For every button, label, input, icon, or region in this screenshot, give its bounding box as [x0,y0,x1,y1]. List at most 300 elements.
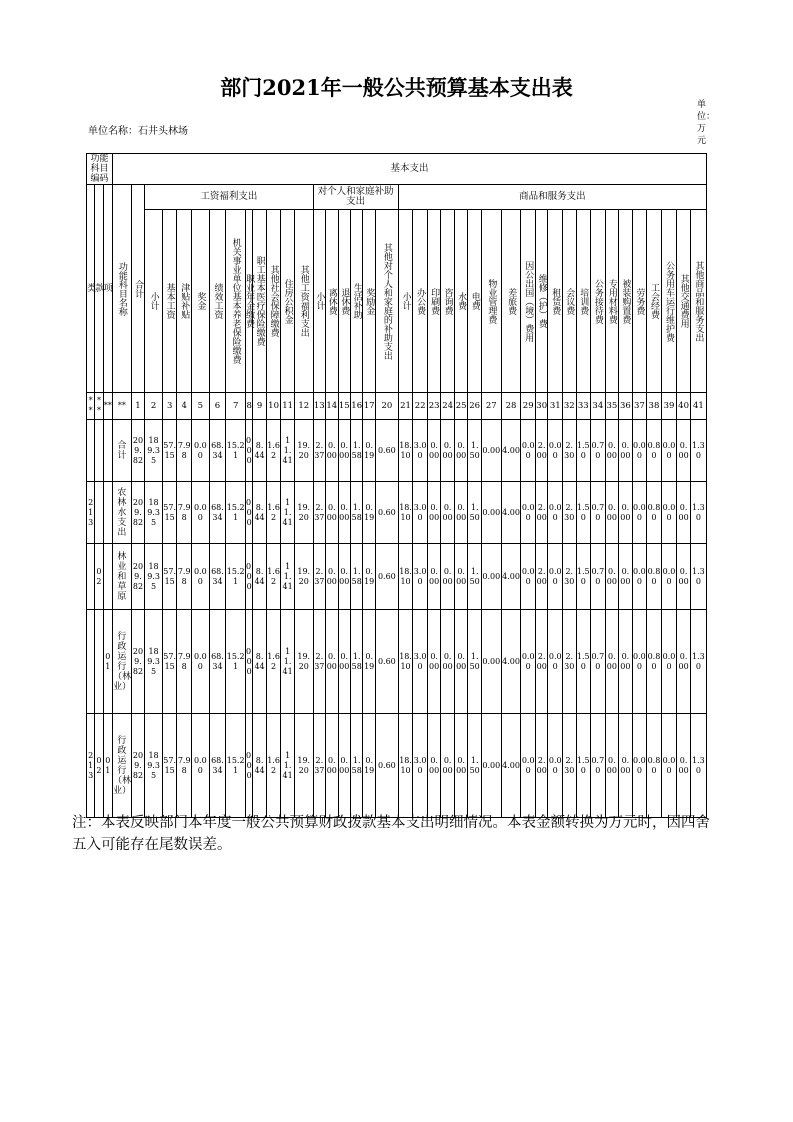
index-cell: 1 [131,393,145,420]
value-cell: 0.00 [427,420,441,482]
value-cell: 0.00 [677,544,691,610]
value-cell: 1.58 [350,482,362,544]
col-11: 住房公积金 [281,210,295,393]
value-cell: 1.62 [266,482,281,544]
value-cell: 1.50 [576,482,591,544]
value-cell: 0.00 [661,714,677,818]
footnote: 注：本表反映部门本年度一般公共预算财政拨款基本支出明细情况。本表金额转换为万元时，因四舍五入可能存在尾数误差。 [72,815,710,853]
value-cell: 0.60 [375,610,398,714]
col-8: 职业年金缴费 [246,210,253,393]
col-9: 职工基本医疗保险缴费 [253,210,267,393]
value-cell: 0.00 [632,714,647,818]
func-name-cell: 农林水支出 [113,482,132,544]
value-cell: 8.44 [253,482,267,544]
value-cell: 0.00 [246,482,253,544]
value-cell: 189.35 [145,610,163,714]
value-cell: 0.80 [647,420,662,482]
value-cell: 57.15 [162,482,177,544]
value-cell: 0.00 [619,714,633,818]
value-cell: 1.50 [576,544,591,610]
value-cell: 1.50 [576,420,591,482]
unit-name: 单位名称：石井头林场 [88,126,188,137]
value-cell: 0.00 [191,544,209,610]
value-cell: 19.20 [294,482,313,544]
value-cell: 0.00 [246,714,253,818]
value-cell: 0.00 [619,610,633,714]
value-cell: 0.70 [591,482,606,544]
code-lei-cell: 213 [87,482,95,544]
code-lei-cell [87,544,95,610]
index-cell: 34 [591,393,606,420]
value-cell: 2.30 [563,482,577,544]
header-wage-group: 工资福利支出 [145,185,313,210]
value-cell: 4.00 [501,420,521,482]
index-cell: ** [113,393,132,420]
value-cell: 19.20 [294,714,313,818]
value-cell: 0.00 [677,714,691,818]
code-kuan-cell: 02 [95,544,103,610]
index-cell: 8 [246,393,253,420]
code-kuan-cell [95,610,103,714]
value-cell: 0.00 [427,610,441,714]
value-cell: 3.00 [413,544,428,610]
col-33: 培训费 [576,210,591,393]
col-6: 绩效工资 [209,210,226,393]
value-cell: 1.58 [350,714,362,818]
value-cell: 7.98 [177,610,192,714]
index-cell: 11 [281,393,295,420]
index-cell: 28 [501,393,521,420]
index-cell: 15 [338,393,350,420]
value-cell: 0.70 [591,714,606,818]
value-cell: 0.00 [326,544,338,610]
value-cell: 7.98 [177,714,192,818]
index-cell: ** [87,393,95,420]
col-3: 基本工资 [162,210,177,393]
value-cell: 15.21 [226,610,246,714]
value-cell: 0.80 [647,482,662,544]
value-cell: 0.00 [548,544,563,610]
value-cell: 1.50 [468,714,482,818]
value-cell: 0.00 [677,610,691,714]
value-cell: 0.00 [548,420,563,482]
value-cell: 0.00 [338,420,350,482]
col-4: 津贴补贴 [177,210,192,393]
index-cell: 16 [350,393,362,420]
value-cell: 4.00 [501,714,521,818]
value-cell: 11.41 [281,714,295,818]
value-cell: 0.00 [521,544,536,610]
value-cell: 0.00 [441,544,455,610]
value-cell: 15.21 [226,714,246,818]
func-name-cell: 合计 [113,420,132,482]
value-cell: 2.37 [313,482,325,544]
value-cell: 0.00 [246,610,253,714]
value-cell: 18.10 [398,482,413,544]
unit-label: 单位：万元 [697,100,716,146]
value-cell: 57.15 [162,544,177,610]
value-cell: 1.58 [350,544,362,610]
index-cell: 27 [481,393,501,420]
value-cell: 1.50 [468,420,482,482]
value-cell: 0.00 [521,420,536,482]
value-cell: 0.00 [632,420,647,482]
value-cell: 0.00 [338,714,350,818]
header-goods-group: 商品和服务支出 [398,185,706,210]
index-cell: 14 [326,393,338,420]
code-xiang-cell: 01 [103,714,112,818]
value-cell: 209.82 [131,482,145,544]
index-cell: 20 [375,393,398,420]
func-name-cell: 行政运行（林业） [113,714,132,818]
value-cell: 0.00 [338,610,350,714]
value-cell: 1.30 [690,544,706,610]
header-total: 合计 [131,185,145,393]
value-cell: 0.00 [441,714,455,818]
value-cell: 0.00 [521,714,536,818]
value-cell: 0.00 [605,610,619,714]
index-cell: 33 [576,393,591,420]
value-cell: 2.30 [563,714,577,818]
value-cell: 189.35 [145,482,163,544]
value-cell: 1.50 [576,610,591,714]
value-cell: 0.00 [619,420,633,482]
value-cell: 209.82 [131,420,145,482]
value-cell: 0.00 [661,420,677,482]
value-cell: 11.41 [281,610,295,714]
value-cell: 7.98 [177,482,192,544]
value-cell: 1.30 [690,420,706,482]
value-cell: 4.00 [501,544,521,610]
col-30: 维修（护）费 [535,210,547,393]
value-cell: 0.19 [363,482,375,544]
table-body [87,420,707,818]
index-cell: 7 [226,393,246,420]
value-cell: 0.00 [677,420,691,482]
value-cell: 3.00 [413,714,428,818]
value-cell: 0.00 [605,544,619,610]
value-cell: 1.62 [266,420,281,482]
value-cell: 0.00 [326,482,338,544]
value-cell: 1.50 [468,544,482,610]
value-cell: 189.35 [145,714,163,818]
table-row [87,714,707,818]
value-cell: 0.00 [338,544,350,610]
value-cell: 1.62 [266,610,281,714]
index-cell: ** [95,393,103,420]
col-27: 物业管理费 [481,210,501,393]
value-cell: 1.30 [690,482,706,544]
value-cell: 1.50 [468,482,482,544]
value-cell: 0.00 [191,610,209,714]
value-cell: 0.00 [191,714,209,818]
value-cell: 0.00 [632,610,647,714]
value-cell: 0.00 [619,544,633,610]
col-15: 退休费 [338,210,350,393]
value-cell: 0.00 [481,714,501,818]
value-cell: 0.00 [521,482,536,544]
value-cell: 0.00 [441,610,455,714]
index-cell: 38 [647,393,662,420]
value-cell: 0.00 [632,482,647,544]
value-cell: 0.00 [481,544,501,610]
value-cell: 0.00 [481,482,501,544]
header-func-code: 功能科目编码 [87,154,113,185]
value-cell: 2.37 [313,714,325,818]
value-cell: 15.21 [226,420,246,482]
value-cell: 0.00 [454,544,468,610]
value-cell: 1.30 [690,610,706,714]
code-xiang-cell [103,482,112,544]
value-cell: 0.80 [647,610,662,714]
index-cell: 9 [253,393,267,420]
index-cell: 21 [398,393,413,420]
value-cell: 189.35 [145,420,163,482]
value-cell: 0.00 [548,714,563,818]
value-cell: 2.37 [313,544,325,610]
value-cell: 0.00 [605,714,619,818]
budget-table [86,153,707,818]
header-basic-expense: 基本支出 [113,154,707,185]
index-cell: 22 [413,393,428,420]
value-cell: 57.15 [162,714,177,818]
value-cell: 0.00 [326,714,338,818]
value-cell: 0.00 [661,544,677,610]
value-cell: 0.70 [591,420,606,482]
value-cell: 18.10 [398,544,413,610]
value-cell: 1.62 [266,544,281,610]
value-cell: 3.00 [413,610,428,714]
col-40: 其他交通费用 [677,210,691,393]
value-cell: 0.70 [591,610,606,714]
value-cell: 2.00 [535,544,547,610]
value-cell: 0.00 [548,610,563,714]
code-kuan-cell [95,420,103,482]
header-kuan: 款 [95,185,103,393]
col-7: 机关事业单位基本养老保险缴费 [226,210,246,393]
value-cell: 0.00 [605,482,619,544]
col-39: 公务用车运行维护费 [661,210,677,393]
col-41: 其他商品和服务支出 [690,210,706,393]
value-cell: 18.10 [398,420,413,482]
col-14: 离休费 [326,210,338,393]
index-cell: 2 [145,393,163,420]
value-cell: 57.15 [162,420,177,482]
value-cell: 57.15 [162,610,177,714]
index-cell: 5 [191,393,209,420]
value-cell: 0.00 [191,482,209,544]
value-cell: 0.19 [363,420,375,482]
value-cell: 0.00 [454,610,468,714]
col-24: 咨询费 [441,210,455,393]
index-cell: 41 [690,393,706,420]
value-cell: 0.80 [647,544,662,610]
value-cell: 15.21 [226,482,246,544]
value-cell: 19.20 [294,610,313,714]
value-cell: 0.60 [375,714,398,818]
table-row [87,482,707,544]
value-cell: 0.00 [632,544,647,610]
code-xiang-cell: 01 [103,610,112,714]
index-cell: 13 [313,393,325,420]
value-cell: 68.34 [209,482,226,544]
value-cell: 0.19 [363,714,375,818]
value-cell: 2.00 [535,610,547,714]
value-cell: 0.00 [326,610,338,714]
index-cell: 12 [294,393,313,420]
index-cell: 31 [548,393,563,420]
value-cell: 2.30 [563,420,577,482]
table-row [87,420,707,482]
col-12: 其他工资福利支出 [294,210,313,393]
value-cell: 0.00 [246,544,253,610]
value-cell: 2.00 [535,420,547,482]
code-xiang-cell [103,544,112,610]
col-16: 生活补助 [350,210,362,393]
col-17: 奖励金 [363,210,375,393]
index-cell: 17 [363,393,375,420]
index-cell: 37 [632,393,647,420]
value-cell: 0.80 [647,714,662,818]
value-cell: 11.41 [281,420,295,482]
col-20: 其他对个人和家庭的补助支出 [375,210,398,393]
value-cell: 209.82 [131,714,145,818]
col-25: 水费 [454,210,468,393]
value-cell: 18.10 [398,610,413,714]
value-cell: 0.00 [338,482,350,544]
value-cell: 11.41 [281,544,295,610]
index-cell: 24 [441,393,455,420]
value-cell: 7.98 [177,420,192,482]
value-cell: 0.00 [605,420,619,482]
value-cell: 2.37 [313,610,325,714]
value-cell: 0.00 [548,482,563,544]
code-kuan-cell [95,482,103,544]
value-cell: 0.60 [375,482,398,544]
code-kuan-cell: 02 [95,714,103,818]
value-cell: 189.35 [145,544,163,610]
col-22: 办公费 [413,210,428,393]
col-29: 因公出国（境）费用 [521,210,536,393]
col-38: 工会经费 [647,210,662,393]
table-row [87,610,707,714]
index-cell: 40 [677,393,691,420]
value-cell: 2.37 [313,420,325,482]
value-cell: 0.00 [427,482,441,544]
value-cell: 1.58 [350,420,362,482]
value-cell: 0.00 [481,420,501,482]
col-28: 差旅费 [501,210,521,393]
value-cell: 3.00 [413,420,428,482]
value-cell: 209.82 [131,610,145,714]
col-31: 租赁费 [548,210,563,393]
index-cell: 6 [209,393,226,420]
value-cell: 2.30 [563,544,577,610]
value-cell: 0.00 [677,482,691,544]
value-cell: 2.00 [535,714,547,818]
value-cell: 1.50 [468,610,482,714]
value-cell: 68.34 [209,714,226,818]
value-cell: 0.60 [375,544,398,610]
index-cell: 10 [266,393,281,420]
value-cell: 0.00 [326,420,338,482]
value-cell: 0.00 [427,544,441,610]
col-36: 被装购置费 [619,210,633,393]
page-title: 部门2021年一般公共预算基本支出表 [220,75,573,100]
value-cell: 0.00 [441,420,455,482]
header-personal-group: 对个人和家庭补助支出 [313,185,398,210]
index-cell: 35 [605,393,619,420]
col-10: 其他社会保障缴费 [266,210,281,393]
index-cell: 23 [427,393,441,420]
value-cell: 1.30 [690,714,706,818]
value-cell: 209.82 [131,544,145,610]
value-cell: 0.00 [661,482,677,544]
value-cell: 1.58 [350,610,362,714]
header-xiang: 项 [103,185,112,393]
value-cell: 8.44 [253,544,267,610]
index-cell: 4 [177,393,192,420]
value-cell: 0.00 [521,610,536,714]
value-cell: 0.19 [363,544,375,610]
func-name-cell: 林业和草原 [113,544,132,610]
code-xiang-cell [103,420,112,482]
col-34: 公务接待费 [591,210,606,393]
value-cell: 0.00 [661,610,677,714]
value-cell: 0.00 [619,482,633,544]
index-cell: 39 [661,393,677,420]
col-5: 奖金 [191,210,209,393]
col-35: 专用材料费 [605,210,619,393]
value-cell: 2.30 [563,610,577,714]
value-cell: 0.60 [375,420,398,482]
header-func-name: 功能科目名称 [113,185,132,393]
value-cell: 68.34 [209,420,226,482]
value-cell: 11.41 [281,482,295,544]
col-37: 劳务费 [632,210,647,393]
value-cell: 0.70 [591,544,606,610]
value-cell: 15.21 [226,544,246,610]
index-row [87,393,707,420]
col-13: 小计 [313,210,325,393]
col-26: 电费 [468,210,482,393]
value-cell: 3.00 [413,482,428,544]
code-lei-cell [87,420,95,482]
value-cell: 0.00 [481,610,501,714]
code-lei-cell: 213 [87,714,95,818]
header-lei: 类 [87,185,95,393]
value-cell: 19.20 [294,420,313,482]
index-cell: ** [103,393,112,420]
index-cell: 26 [468,393,482,420]
value-cell: 8.44 [253,714,267,818]
value-cell: 68.34 [209,544,226,610]
value-cell: 2.00 [535,482,547,544]
col-23: 印刷费 [427,210,441,393]
value-cell: 8.44 [253,610,267,714]
value-cell: 1.62 [266,714,281,818]
code-lei-cell [87,610,95,714]
value-cell: 0.00 [441,482,455,544]
col-32: 会议费 [563,210,577,393]
col-2: 小计 [145,210,163,393]
value-cell: 18.10 [398,714,413,818]
value-cell: 8.44 [253,420,267,482]
value-cell: 0.00 [427,714,441,818]
index-cell: 36 [619,393,633,420]
value-cell: 0.00 [454,482,468,544]
index-cell: 30 [535,393,547,420]
